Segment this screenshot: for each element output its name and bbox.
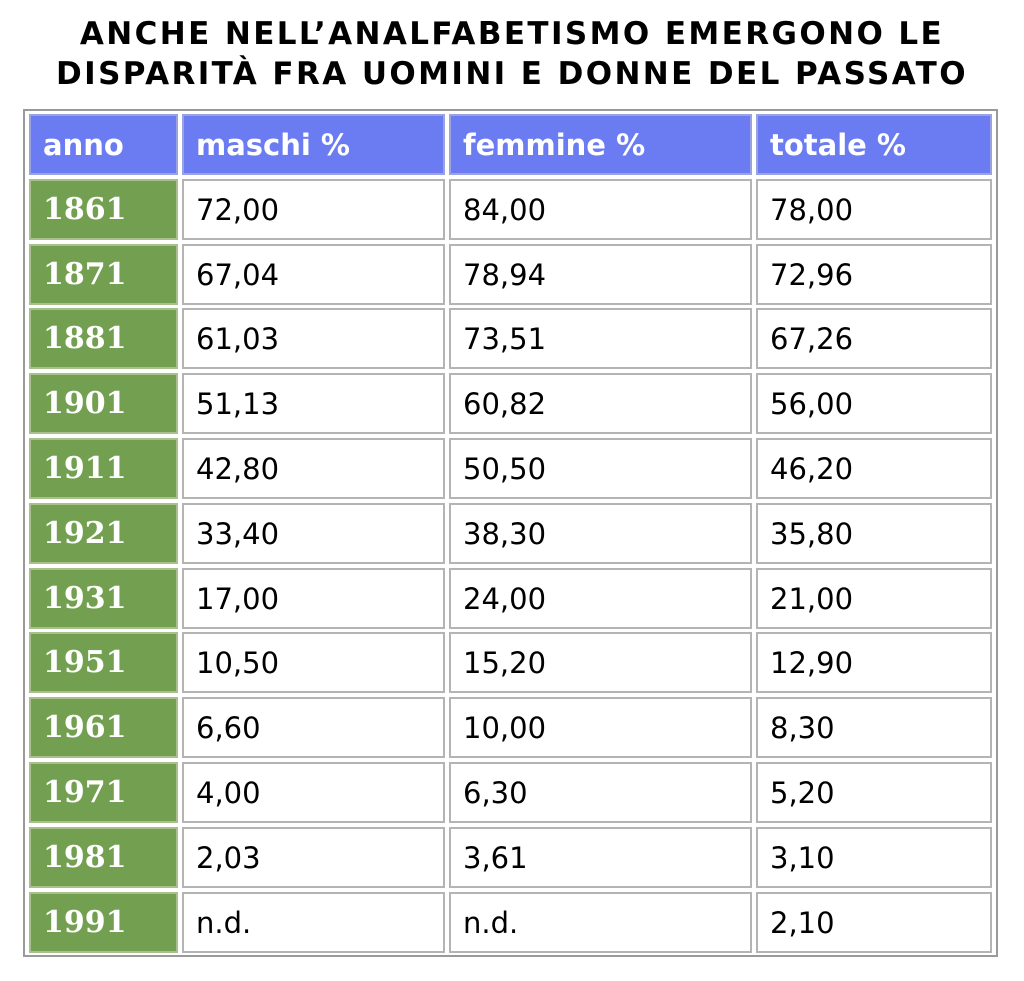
year-cell: 1931 — [29, 568, 178, 629]
column-header-femmine: femmine % — [449, 114, 752, 175]
value-cell-totale: 46,20 — [756, 438, 992, 499]
value-cell-totale: 5,20 — [756, 762, 992, 823]
value-cell-maschi: 61,03 — [182, 308, 445, 369]
year-cell: 1871 — [29, 244, 178, 305]
year-cell: 1921 — [29, 503, 178, 564]
value-cell-femmine: 10,00 — [449, 697, 752, 758]
year-cell: 1971 — [29, 762, 178, 823]
value-cell-femmine: 3,61 — [449, 827, 752, 888]
column-header-maschi: maschi % — [182, 114, 445, 175]
value-cell-totale: 8,30 — [756, 697, 992, 758]
value-cell-femmine: 84,00 — [449, 179, 752, 240]
illiteracy-table — [23, 109, 998, 957]
value-cell-maschi: 67,04 — [182, 244, 445, 305]
page-title — [0, 14, 1024, 94]
value-cell-maschi: 33,40 — [182, 503, 445, 564]
value-cell-totale: 35,80 — [756, 503, 992, 564]
year-cell: 1991 — [29, 892, 178, 953]
value-cell-maschi: 2,03 — [182, 827, 445, 888]
value-cell-totale: 21,00 — [756, 568, 992, 629]
year-cell: 1951 — [29, 632, 178, 693]
value-cell-maschi: 4,00 — [182, 762, 445, 823]
value-cell-totale: 56,00 — [756, 373, 992, 434]
value-cell-maschi: 17,00 — [182, 568, 445, 629]
year-cell: 1901 — [29, 373, 178, 434]
title-line-2: DISPARITÀ FRA UOMINI E DONNE DEL PASSATO — [56, 56, 968, 92]
value-cell-totale: 72,96 — [756, 244, 992, 305]
value-cell-femmine: 15,20 — [449, 632, 752, 693]
year-cell: 1861 — [29, 179, 178, 240]
year-cell: 1881 — [29, 308, 178, 369]
value-cell-maschi: 10,50 — [182, 632, 445, 693]
value-cell-totale: 12,90 — [756, 632, 992, 693]
year-cell: 1911 — [29, 438, 178, 499]
year-cell: 1961 — [29, 697, 178, 758]
value-cell-totale: 3,10 — [756, 827, 992, 888]
value-cell-femmine: 60,82 — [449, 373, 752, 434]
value-cell-femmine: 50,50 — [449, 438, 752, 499]
value-cell-totale: 67,26 — [756, 308, 992, 369]
value-cell-femmine: 6,30 — [449, 762, 752, 823]
value-cell-femmine: 38,30 — [449, 503, 752, 564]
title-line-1: ANCHE NELL’ANALFABETISMO EMERGONO LE — [79, 16, 945, 52]
value-cell-femmine: 78,94 — [449, 244, 752, 305]
value-cell-maschi: 6,60 — [182, 697, 445, 758]
value-cell-maschi: 72,00 — [182, 179, 445, 240]
value-cell-femmine: n.d. — [449, 892, 752, 953]
column-header-totale: totale % — [756, 114, 992, 175]
value-cell-maschi: 51,13 — [182, 373, 445, 434]
value-cell-totale: 78,00 — [756, 179, 992, 240]
value-cell-maschi: 42,80 — [182, 438, 445, 499]
value-cell-femmine: 73,51 — [449, 308, 752, 369]
year-cell: 1981 — [29, 827, 178, 888]
value-cell-totale: 2,10 — [756, 892, 992, 953]
value-cell-maschi: n.d. — [182, 892, 445, 953]
value-cell-femmine: 24,00 — [449, 568, 752, 629]
column-header-anno: anno — [29, 114, 178, 175]
